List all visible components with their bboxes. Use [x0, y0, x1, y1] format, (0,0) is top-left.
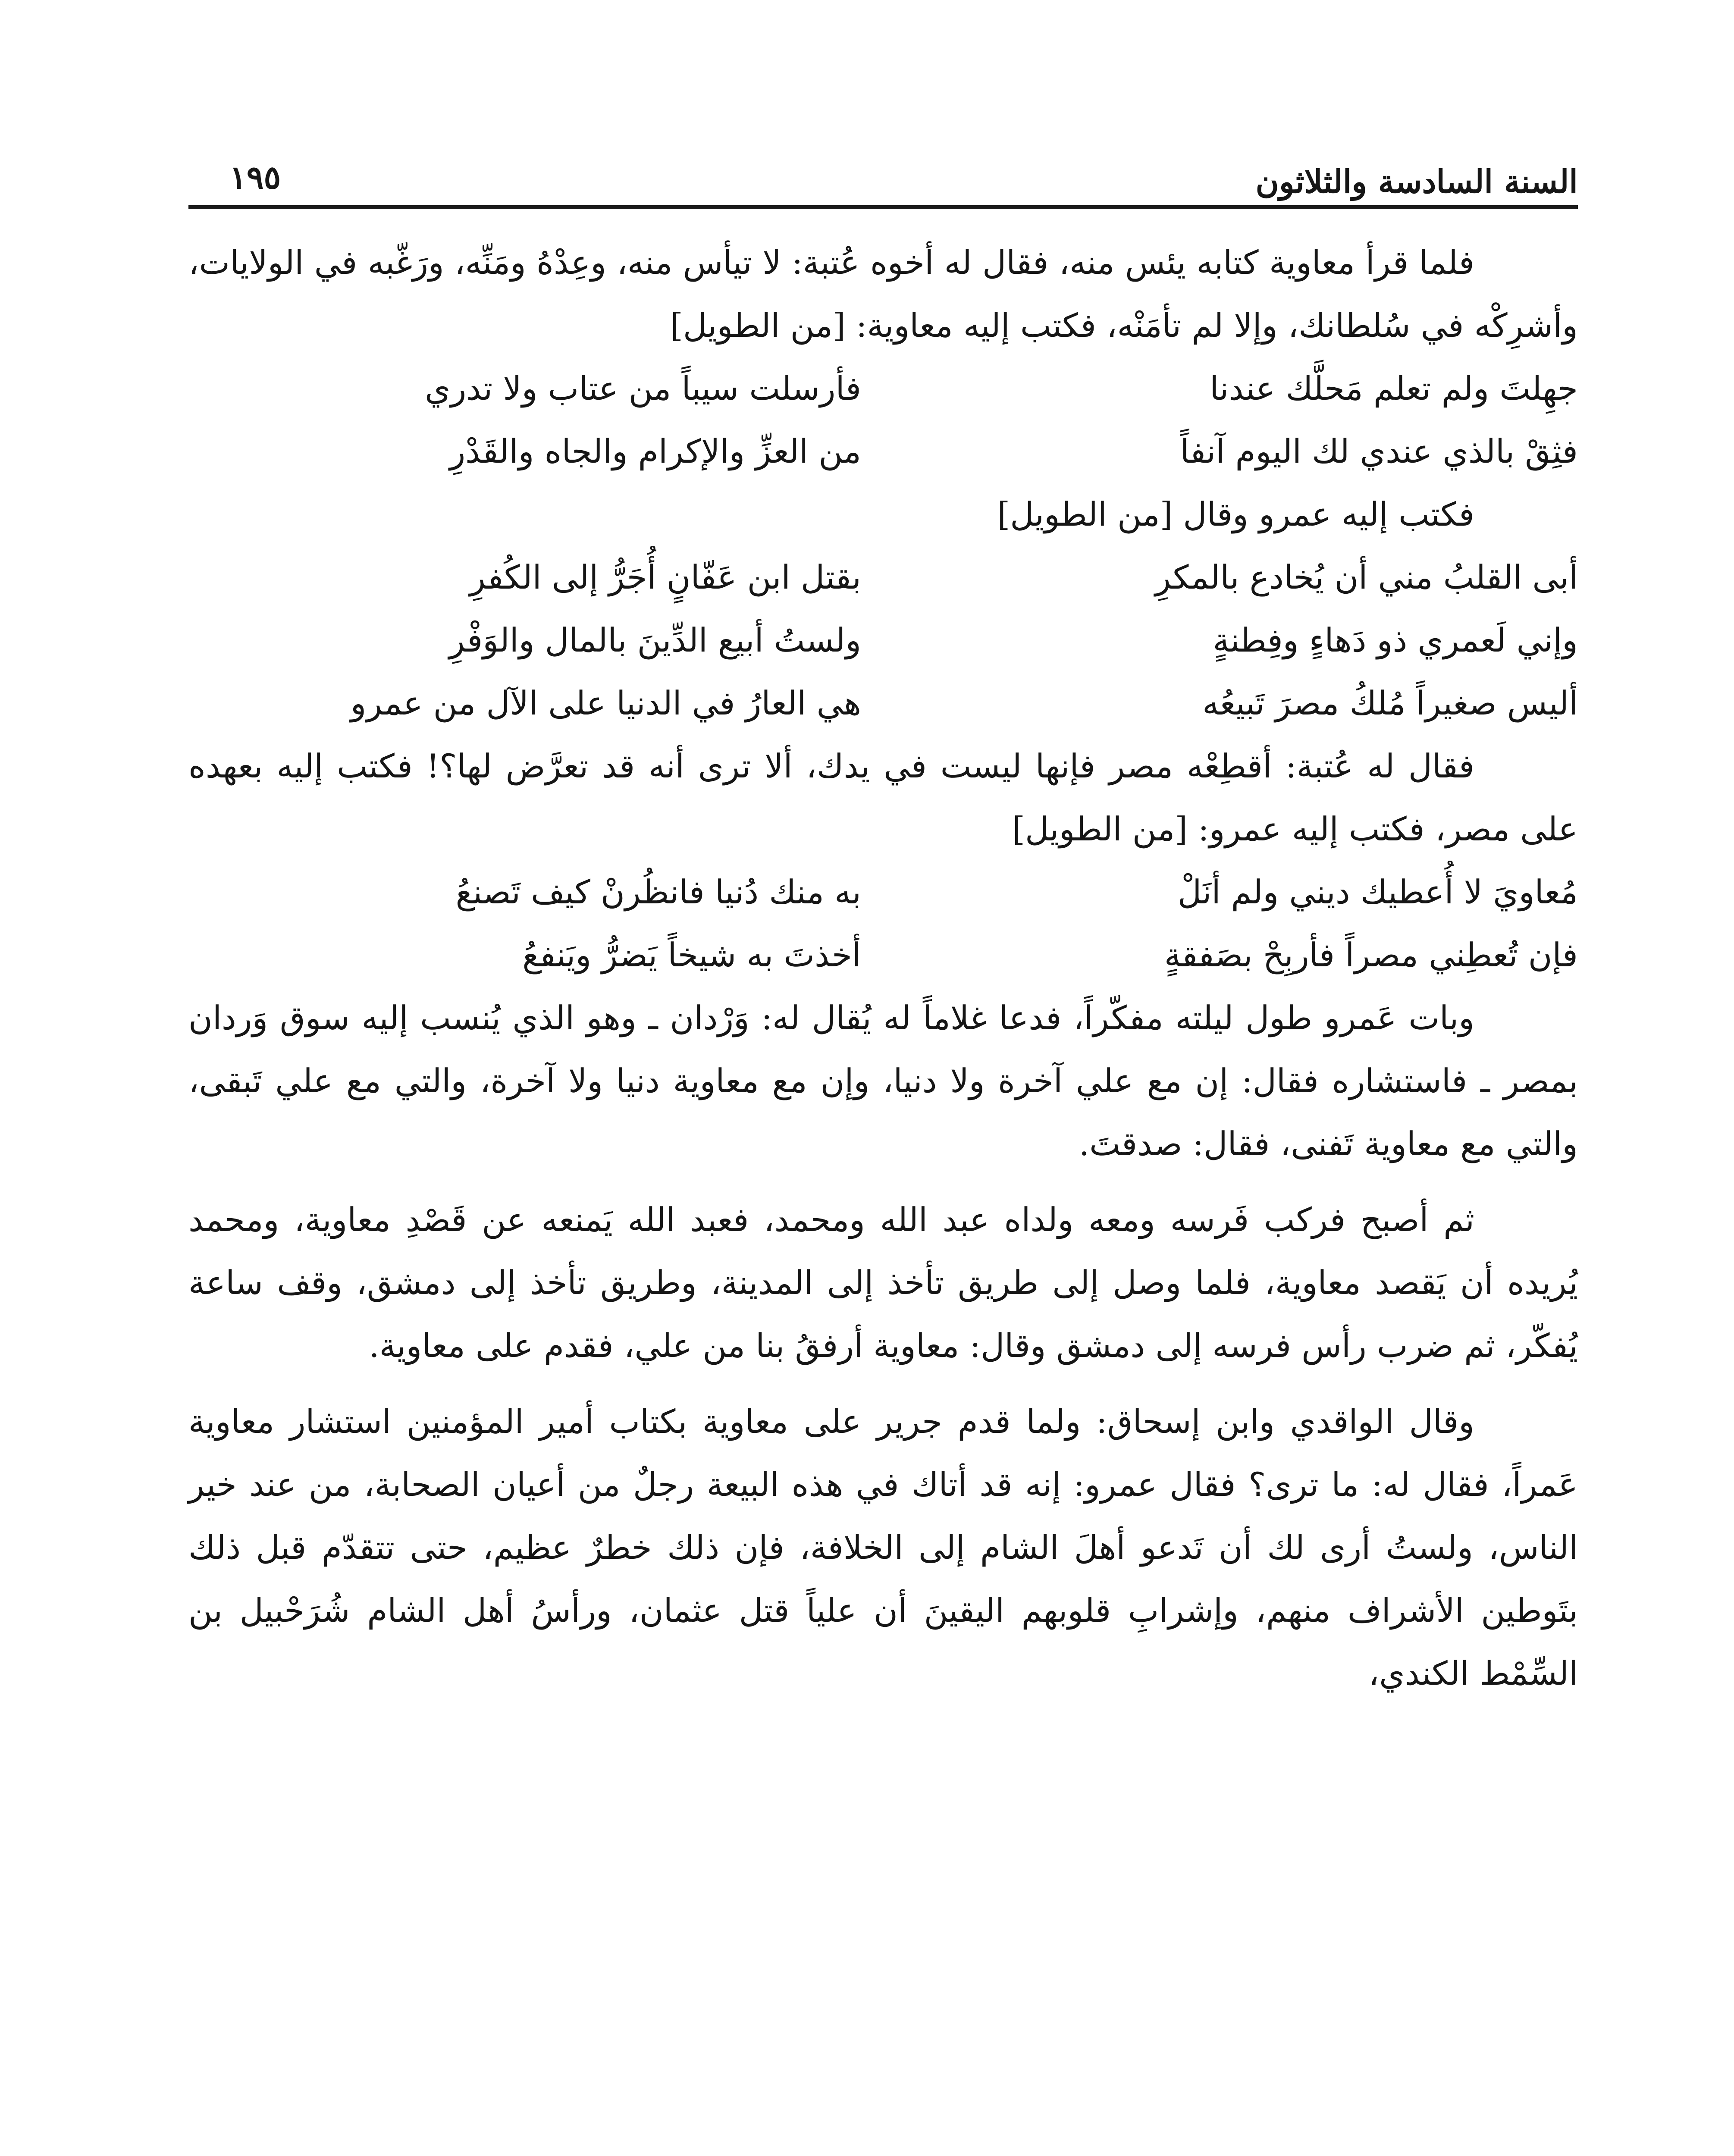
verse-second-hemistich: به منك دُنيا فانظُرنْ كيف تَصنعُ [455, 873, 861, 911]
paragraph-gap [188, 1175, 1578, 1188]
paragraph-3: وبات عَمرو طول ليلته مفكّراً، فدعا غلاماً له يُقال له: وَرْدان ـ وهو الذي يُنسب إليه سوق وَردان بمصر ـ فاستشاره فقال: إن مع علي آخرة ولا دنيا، وإن مع معاوية دنيا ولا آخرة، والتي مع علي تَبقى، والتي مع معاوية تَفنى، فقال: صدقتَ. [188, 999, 1578, 1163]
poem-1 [188, 357, 1578, 483]
verse-line [188, 420, 1578, 483]
verse-first-hemistich: مُعاويَ لا أُعطيك ديني ولم أنَلْ [1177, 873, 1578, 911]
paragraph-gap [188, 1377, 1578, 1390]
verse-first-hemistich: وإني لَعمري ذو دَهاءٍ وفِطنةٍ [1213, 621, 1578, 659]
page-number: ١٩٥ [229, 159, 281, 196]
page-body [188, 231, 1578, 1705]
poem-2 [188, 546, 1578, 735]
verse-second-hemistich: ولستُ أبيع الدِّينَ بالمال والوَفْرِ [448, 621, 861, 659]
page-header [188, 123, 1578, 209]
verse-line [188, 609, 1578, 672]
header-rule [188, 205, 1578, 209]
paragraph-5: وقال الواقدي وابن إسحاق: ولما قدم جرير على معاوية بكتاب أمير المؤمنين استشار معاوية عَمراً، فقال له: ما ترى؟ فقال عمرو: إنه قد أتاك في هذه البيعة رجلٌ من أعيان الصحابة، من عند خير الناس، ولستُ أرى لك أن تَدعو أهلَ الشام إلى الخلافة، فإن ذلك خطرٌ عظيم، حتى تتقدّم قبل ذلك بتَوطين الأشراف منهم، وإشرابِ قلوبهم اليقينَ أن علياً قتل عثمان، ورأسُ أهل الشام شُرَحْبيل بن السِّمْط الكندي، [188, 1402, 1578, 1692]
verse-first-hemistich: جهِلتَ ولم تعلم مَحلَّك عندنا [1210, 369, 1578, 407]
poem-intro: فكتب إليه عمرو وقال [من الطويل] [997, 495, 1474, 533]
verse-second-hemistich: هي العارُ في الدنيا على الآل من عمرو [350, 684, 861, 722]
verse-line [188, 546, 1578, 609]
verse-second-hemistich: بقتل ابن عَفّانٍ أُجَرُّ إلى الكُفرِ [469, 558, 861, 596]
paragraph-1: فلما قرأ معاوية كتابه يئس منه، فقال له أخوه عُتبة: لا تيأس منه، وعِدْهُ ومَنِّه، ورَغّبه في الولايات، وأشرِكْه في سُلطانك، وإلا لم تأمَنْه، فكتب إليه معاوية: [من الطويل] [188, 243, 1578, 345]
paragraph-2: فقال له عُتبة: أقطِعْه مصر فإنها ليست في يدك، ألا ترى أنه قد تعرَّض لها؟! فكتب إليه بعهده على مصر، فكتب إليه عمرو: [من الطويل] [188, 747, 1578, 848]
verse-first-hemistich: أليس صغيراً مُلكُ مصرَ تَبيعُه [1202, 684, 1578, 722]
verse-line [188, 672, 1578, 735]
verse-line [188, 357, 1578, 420]
verse-line [188, 861, 1578, 924]
running-title: السنة السادسة والثلاثون [1255, 163, 1578, 201]
poem-3 [188, 861, 1578, 987]
verse-first-hemistich: أبى القلبُ مني أن يُخادع بالمكرِ [1155, 558, 1578, 596]
verse-second-hemistich: أخذتَ به شيخاً يَضرُّ ويَنفعُ [522, 936, 861, 974]
verse-line [188, 924, 1578, 987]
verse-second-hemistich: فأرسلت سيباً من عتاب ولا تدري [425, 369, 861, 407]
verse-second-hemistich: من العزِّ والإكرام والجاه والقَدْرِ [449, 432, 861, 470]
verse-first-hemistich: فثِقْ بالذي عندي لك اليوم آنفاً [1180, 432, 1578, 470]
paragraph-4: ثم أصبح فركب فَرسه ومعه ولداه عبد الله ومحمد، فعبد الله يَمنعه عن قَصْدِ معاوية، ومحمد يُريده أن يَقصد معاوية، فلما وصل إلى طريق تأخذ إلى المدينة، وطريق تأخذ إلى دمشق، وقف ساعة يُفكّر، ثم ضرب رأس فرسه إلى دمشق وقال: معاوية أرفقُ بنا من علي، فقدم على معاوية. [188, 1200, 1578, 1365]
verse-first-hemistich: فإن تُعطِني مصراً فأربِحْ بصَفقةٍ [1164, 936, 1578, 974]
